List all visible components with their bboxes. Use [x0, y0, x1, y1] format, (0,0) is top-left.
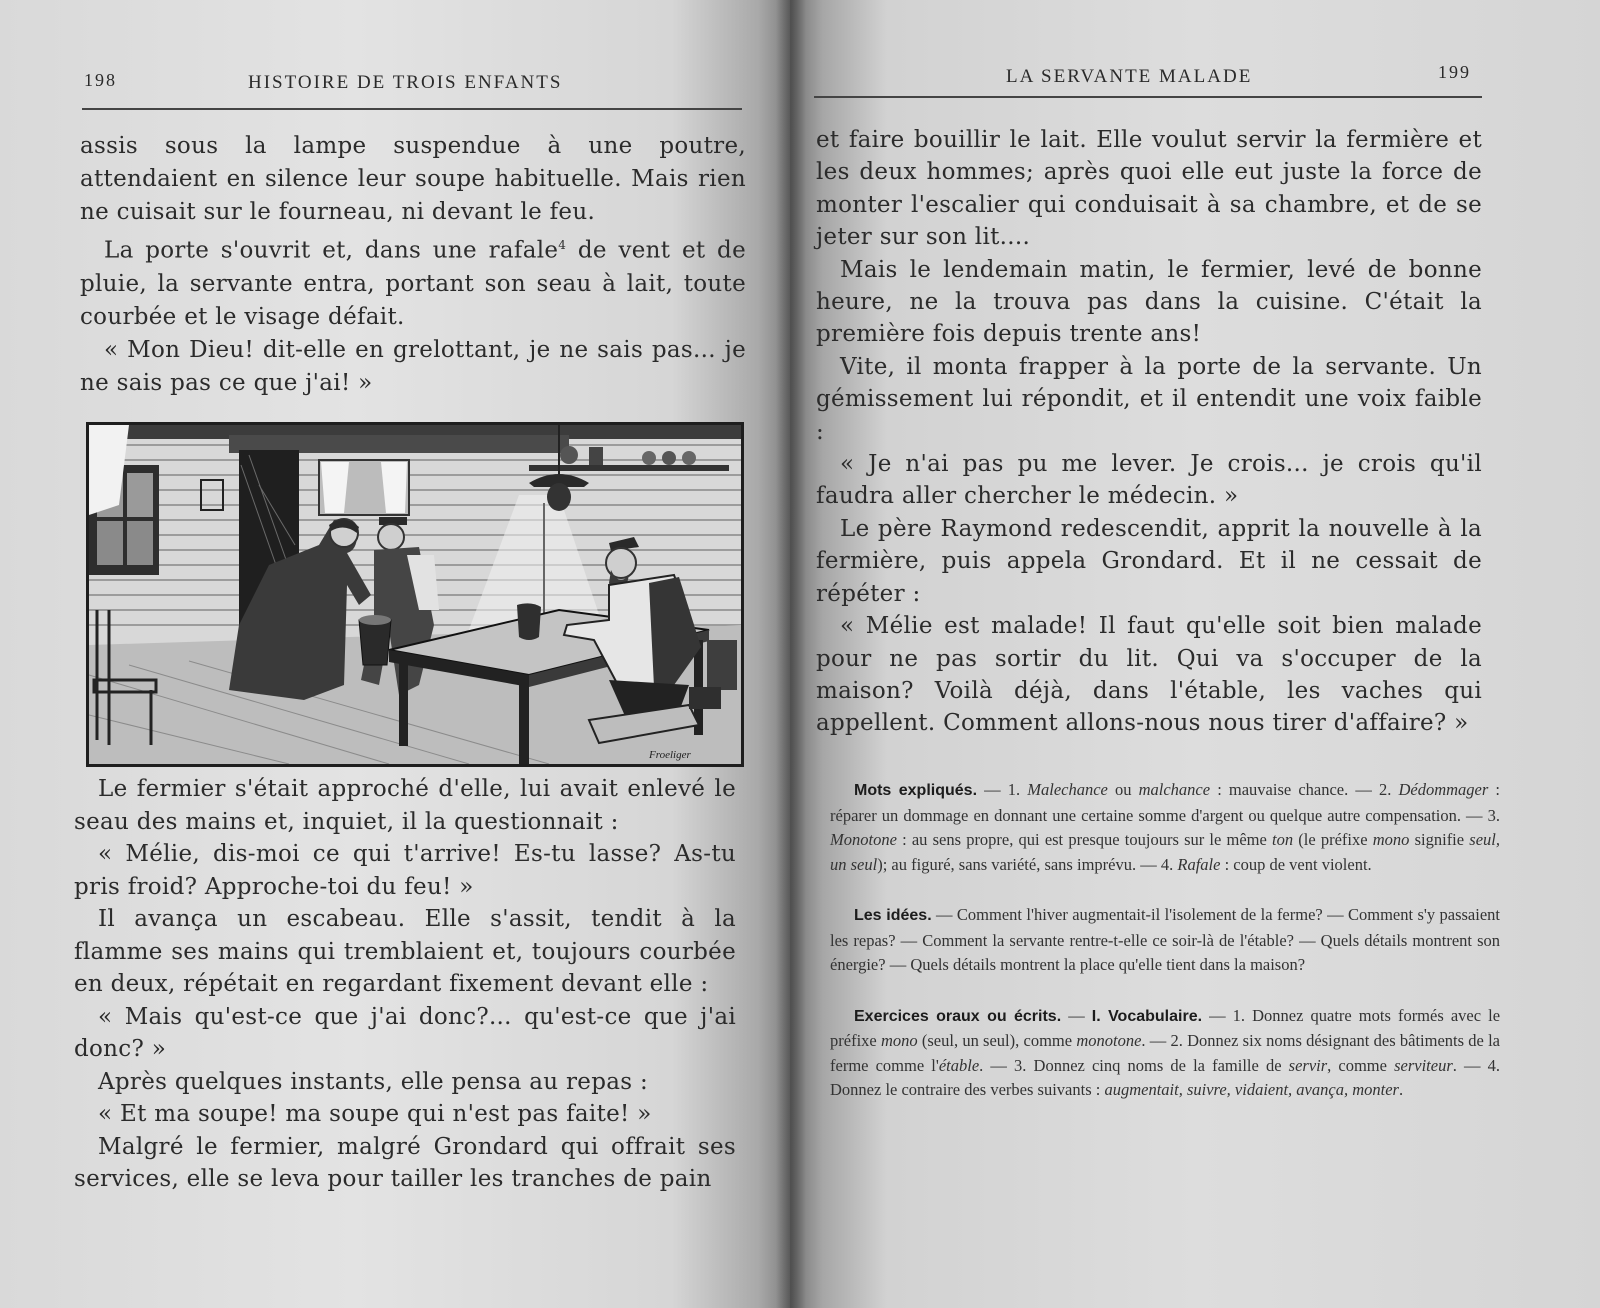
- exercices-heading: Exercices oraux ou écrits.: [854, 1007, 1062, 1025]
- paragraph: « Je n'ai pas pu me lever. Je crois... je crois qu'il faudra aller chercher le médecin. »: [816, 451, 1482, 510]
- running-head-left: HISTOIRE DE TROIS ENFANTS: [248, 72, 563, 93]
- paragraph: Le fermier s'était approché d'elle, lui avait enlevé le seau des mains et, inquiet, il la questionnait :: [74, 776, 736, 835]
- engraving-drawing: [89, 425, 741, 764]
- les-idees-heading: Les idées.: [854, 907, 932, 924]
- page-number-right: 199: [1438, 62, 1471, 82]
- paragraph: La porte s'ouvrit et, dans une rafale$^4$ de vent et de pluie, la servante entra, portant son seau à lait, toute courbée et le visage défait.: [80, 237, 746, 330]
- paragraph: et faire bouillir le lait. Elle voulut servir la fermière et les deux hommes; après quoi elle eut juste la force de monter l'escalier qui conduisait à sa chambre, et de se jeter sur son lit....: [816, 127, 1482, 251]
- les-idees: Les idées. — Comment l'hiver augmentait-il l'isolement de la ferme? — Comment s'y passaient les repas? — Comment la servante rentre-t-elle ce soir-là de l'étable? — Quels détails montrent son énergie? — Quels détails montrent la place qu'elle tient dans la maison?: [830, 905, 1500, 974]
- text-block-top: [80, 130, 746, 400]
- header-rule-left: [82, 108, 742, 110]
- footnote-marker: 4: [558, 238, 567, 252]
- illustration-signature: Froeliger: [649, 749, 691, 761]
- paragraph: « Mélie, dis-moi ce qui t'arrive! Es-tu lasse? As-tu pris froid? Approche-toi du feu! »: [74, 841, 736, 900]
- paragraph: Le père Raymond redescendit, apprit la nouvelle à la fermière, puis appela Grondard. Et il ne cessait de répéter :: [816, 515, 1482, 607]
- paragraph: Malgré le fermier, malgré Grondard qui offrait ses services, elle se leva pour tailler les tranches de pain: [74, 1133, 736, 1192]
- paragraph: Il avança un escabeau. Elle s'assit, tendit à la flamme ses mains qui tremblaient et, toujours courbée en deux, répétait en regardant fixement devant elle :: [74, 906, 736, 997]
- page-number-left: 198: [84, 70, 117, 90]
- mots-expliques: Mots expliqués. — 1. Malechance ou malchance : mauvaise chance. — 2. Dédommager : réparer un dommage en donnant une certaine somme d'argent ou quelque autre compensation. — 3. Monotone : au sens propre, qui est presque toujours sur le même ton (le préfixe mono signifie seul, un seul); au figuré, sans variété, sans imprévu. — 4. Rafale : coup de vent violent.: [830, 780, 1500, 874]
- notes-section: [830, 778, 1500, 1129]
- paragraph: assis sous la lampe suspendue à une poutre, attendaient en silence leur soupe habituelle. Mais rien ne cuisait sur le fourneau, ni devant le feu.: [80, 133, 746, 225]
- paragraph: Après quelques instants, elle pensa au repas :: [98, 1068, 648, 1095]
- text-block-bottom: [74, 773, 736, 1196]
- exercices: Exercices oraux ou écrits. — I. Vocabulaire. — 1. Donnez quatre mots formés avec le préfixe mono (seul, un seul), comme monotone. — 2. Donnez six noms désignant des bâtiments de la ferme comme l'étable. — 3. Donnez cinq noms de la famille de servir, comme serviteur. — 4. Donnez le contraire des verbes suivants : augmentait, suivre, vidaient, avança, monter.: [830, 1005, 1501, 1099]
- paragraph: Mais le lendemain matin, le fermier, levé de bonne heure, ne la trouva pas dans la cuisine. C'était la première fois depuis trente ans!: [816, 256, 1482, 348]
- running-head-right: LA SERVANTE MALADE: [1006, 66, 1253, 87]
- left-page: [0, 0, 790, 1308]
- text-block-right: [816, 124, 1482, 740]
- mots-expliques-heading: Mots expliqués.: [854, 782, 978, 799]
- paragraph: « Et ma soupe! ma soupe qui n'est pas faite! »: [98, 1101, 652, 1127]
- header-rule-right: [814, 96, 1482, 98]
- paragraph: « Mais qu'est-ce que j'ai donc?... qu'est-ce que j'ai donc? »: [74, 1003, 736, 1062]
- right-page: [790, 0, 1600, 1308]
- paragraph: « Mélie est malade! Il faut qu'elle soit bien malade pour ne pas sortir du lit. Qui va s'occuper de la maison? Voilà déjà, dans l'étable, les vaches qui appellent. Comment allons-nous nous tirer d'affaire? »: [816, 613, 1482, 737]
- illustration-kitchen-scene: [86, 422, 744, 767]
- paragraph: Vite, il monta frapper à la porte de la servante. Un gémissement lui répondit, et il entendit une voix faible :: [816, 353, 1482, 445]
- book-gutter-shadow: [776, 0, 806, 1308]
- vocabulaire-heading: I. Vocabulaire.: [1091, 1007, 1203, 1025]
- paragraph: « Mon Dieu! dit-elle en grelottant, je ne sais pas... je ne sais pas ce que j'ai! »: [80, 336, 746, 396]
